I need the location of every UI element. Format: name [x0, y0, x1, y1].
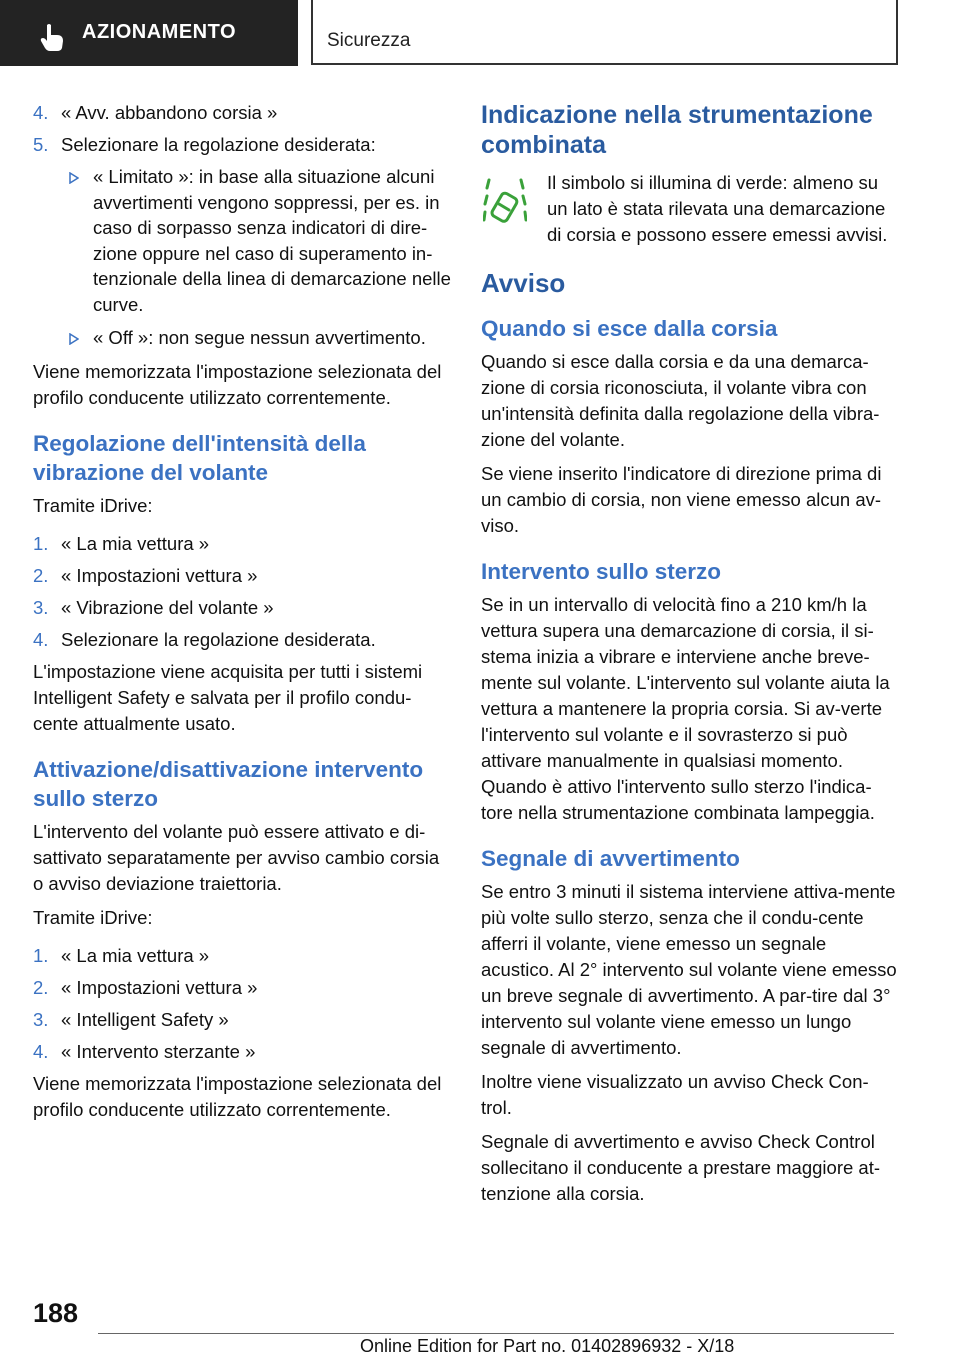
step-number: 3. [33, 596, 49, 618]
chapter-title: AZIONAMENTO [82, 21, 237, 43]
indicator-row [481, 170, 899, 248]
bullet-item [33, 164, 451, 317]
heading-intensity: Regolazione dell'intensità della vibrazione del volante [33, 430, 366, 485]
list-item [33, 1039, 451, 1065]
triangle-bullet-icon [69, 333, 79, 345]
list-item [33, 1007, 451, 1033]
list-item [33, 132, 451, 158]
page-number: 188 [33, 1298, 79, 1328]
paragraph: Viene memorizzata l'impostazione selezionata del profilo conducente utilizzato correntemente. [33, 360, 442, 408]
step-text: « Impostazioni vettura » [61, 976, 258, 998]
list-item [33, 531, 451, 557]
bullet-text: « Off »: non segue nessun avvertimento. [93, 327, 426, 348]
paragraph: Se in un intervallo di velocità fino a 210 km/h la vettura supera una demarcazione di corsia, il si-stema inizia a vibrare e interviene anche breve-mente sul volante. L'intervento sul volante aiuta la vettura a mantenere la propria corsia. Si av-verte l'intervento sul volante e il sovrasterzo si può attivare manualmente in qualsiasi momento. Quando è attivo l'intervento sullo sterzo l'indica-tore nella strumentazione combinata lampeggia. [481, 594, 890, 823]
step-text: « Intelligent Safety » [61, 1008, 229, 1030]
list-item [33, 595, 451, 621]
indicator-description: Il simbolo si illumina di verde: almeno su un lato è stata rilevata una demarcazione di corsia e possono essere emessi avvisi. [547, 172, 888, 245]
step-number: 4. [33, 1040, 49, 1062]
step-text: Selezionare la regolazione desiderata: [61, 134, 376, 155]
paragraph: Inoltre viene visualizzato un avviso Check Con-trol. [481, 1071, 869, 1118]
section-header [311, 0, 898, 65]
step-text: « Impostazioni vettura » [61, 564, 258, 586]
paragraph: Viene memorizzata l'impostazione selezionata del profilo conducente utilizzato correntemente. [33, 1072, 442, 1120]
triangle-bullet-icon [69, 172, 79, 184]
step-number: 4. [33, 102, 49, 123]
paragraph: L'intervento del volante può essere attivato e di-sattivato separatamente per avviso cambio corsia o avviso deviazione traiettoria. [33, 820, 440, 894]
step-text: « Vibrazione del volante » [61, 596, 274, 618]
paragraph: Segnale di avvertimento e avviso Check Control sollecitano il conducente a prestare maggiore at-tenzione alla corsia. [481, 1131, 881, 1204]
step-number: 3. [33, 1008, 49, 1030]
right-column [481, 100, 899, 1215]
step-text: Selezionare la regolazione desiderata. [61, 628, 376, 650]
footer-divider [98, 1333, 894, 1334]
heading-avviso: Avviso [481, 268, 566, 298]
paragraph: Se entro 3 minuti il sistema interviene attiva-mente più volte sullo sterzo, senza che il condu-cente afferri il volante, viene emesso un segnale acustico. Al 2° intervento sul volante viene emesso un breve segnale di avvertimento. A par-tire dal 3° intervento sul volante viene emesso un lungo segnale di avvertimento. [481, 881, 897, 1058]
step-number: 2. [33, 976, 49, 998]
paragraph: Quando si esce dalla corsia e da una demarca-zione di corsia riconosciuta, il volante vibra con un'intensità definita dalla regolazione della vibra-zione del volante. [481, 351, 880, 450]
step-number: 2. [33, 564, 49, 586]
heading-intervento: Intervento sullo sterzo [481, 559, 722, 584]
bullet-text: « Limitato »: in base alla situazione alcuni avvertimenti vengono soppressi, per es. in caso di sorpasso senza indicatori di dire-zione oppure nel caso di superamento in-tenzionale della linea di demarcazione nelle curve. [93, 166, 451, 315]
edition-note: Online Edition for Part no. 01402896932 - X/18 [360, 1336, 735, 1356]
step-text: « Intervento sterzante » [61, 1040, 256, 1062]
hand-pointer-icon [38, 22, 68, 52]
list-item [33, 100, 451, 126]
bullet-item [33, 325, 451, 351]
step-number: 4. [33, 628, 49, 650]
left-column [33, 100, 451, 1131]
heading-esce: Quando si esce dalla corsia [481, 316, 778, 341]
list-item [33, 627, 451, 653]
step-number: 1. [33, 532, 49, 554]
heading-activation: Attivazione/disattivazione intervento sullo sterzo [33, 756, 424, 811]
paragraph: Tramite iDrive: [33, 494, 153, 516]
paragraph: L'impostazione viene acquisita per tutti i sistemi Intelligent Safety e salvata per il profilo condu-cente attualmente usato. [33, 660, 423, 734]
paragraph: Se viene inserito l'indicatore di direzione prima di un cambio di corsia, non viene emesso alcun av-viso. [481, 463, 882, 536]
list-item [33, 975, 451, 1001]
section-title: Sicurezza [327, 30, 411, 51]
chapter-tab [0, 0, 298, 66]
step-text: « La mia vettura » [61, 532, 210, 554]
heading-indication: Indicazione nella strumentazione combinata [481, 101, 873, 159]
list-item [33, 943, 451, 969]
heading-segnale: Segnale di avvertimento [481, 846, 740, 871]
step-number: 5. [33, 134, 49, 155]
lane-departure-icon [483, 174, 527, 230]
step-text: « Avv. abbandono corsia » [61, 102, 278, 123]
list-item [33, 563, 451, 589]
step-text: « La mia vettura » [61, 944, 210, 966]
step-number: 1. [33, 944, 49, 966]
paragraph: Tramite iDrive: [33, 906, 153, 928]
